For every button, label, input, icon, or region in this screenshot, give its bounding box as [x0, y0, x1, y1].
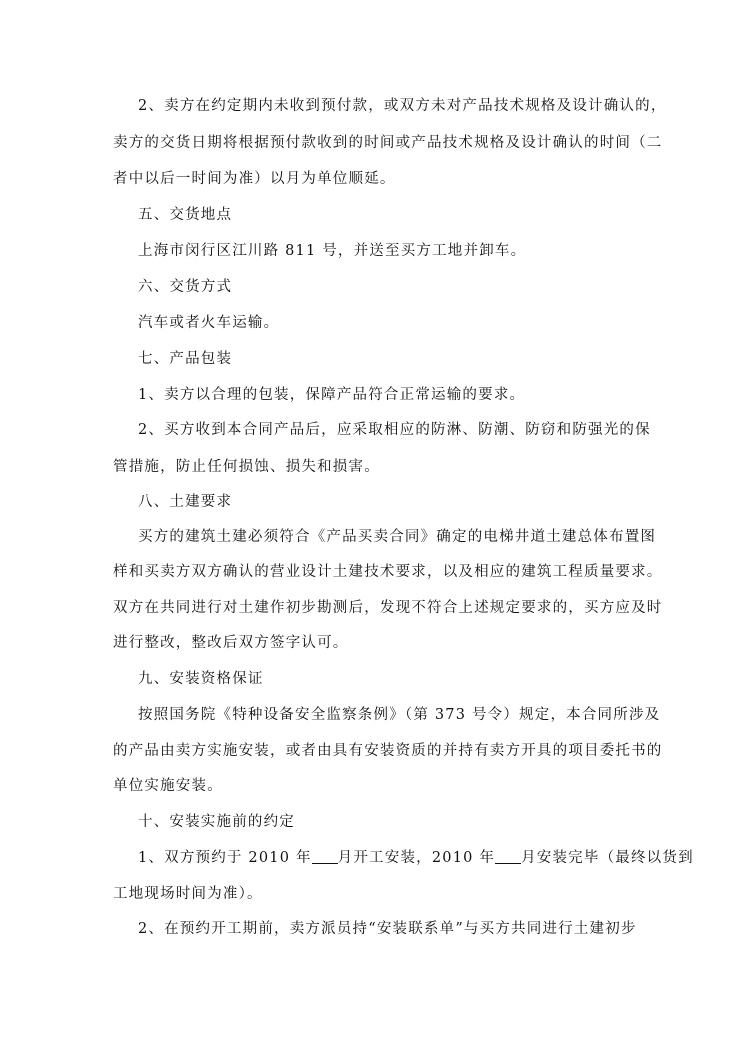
paragraph-line: 双方在共同进行对土建作初步勘测后，发现不符合上述规定要求的，买方应及时 [113, 600, 663, 616]
paragraph-line: 样和买卖方双方确认的营业设计土建技术要求，以及相应的建筑工程质量要求。 [113, 564, 663, 580]
paragraph-line: 2、买方收到本合同产品后，应采取相应的防淋、防潮、防窃和防强光的保 [138, 422, 651, 438]
paragraph-line: 者中以后一时间为准）以月为单位顺延。 [113, 171, 396, 187]
section-heading: 六、交货方式 [138, 279, 233, 295]
paragraph-line: 单位实施安装。 [113, 778, 223, 794]
section-heading: 七、产品包装 [138, 351, 233, 367]
section-heading: 九、安装资格保证 [138, 671, 264, 687]
start-month-blank [312, 849, 338, 864]
paragraph-line: 的产品由卖方实施安装，或者由具有安装资质的并持有卖方开具的项目委托书的 [113, 743, 663, 759]
paragraph-line: 2、卖方在约定期内未收到预付款，或双方未对产品技术规格及设计确认的， [138, 98, 667, 114]
paragraph-line: 卖方的交货日期将根据预付款收到的时间或产品技术规格及设计确认的时间（二 [113, 135, 663, 151]
install-schedule-line [138, 848, 694, 868]
section-heading: 八、土建要求 [138, 494, 233, 510]
install-text-part3: 月安装完毕（最终以货到 [521, 850, 694, 866]
paragraph-line: 1、卖方以合理的包装，保障产品符合正常运输的要求。 [138, 387, 526, 403]
paragraph-line: 买方的建筑土建必须符合《产品买卖合同》确定的电梯井道土建总体布置图 [138, 529, 657, 545]
paragraph-line: 管措施，防止任何损蚀、损失和损害。 [113, 459, 380, 475]
paragraph-line: 进行整改，整改后双方签字认可。 [113, 635, 349, 651]
paragraph-line: 工地现场时间为准）。 [113, 886, 263, 902]
install-text-part1: 1、双方预约于 2010 年 [138, 850, 312, 866]
paragraph-line: 2、在预约开工期前，卖方派员持“安装联系单”与买方共同进行土建初步 [138, 921, 637, 937]
paragraph-line: 汽车或者火车运输。 [138, 315, 280, 331]
section-heading: 五、交货地点 [138, 207, 233, 223]
install-text-part2: 月开工安装，2010 年 [337, 850, 496, 866]
section-heading: 十、安装实施前的约定 [138, 814, 295, 830]
finish-month-blank [495, 849, 521, 864]
paragraph-line: 按照国务院《特种设备安全监察条例》（第 373 号令）规定，本合同所涉及 [138, 707, 661, 723]
paragraph-line: 上海市闵行区江川路 811 号，并送至买方工地并卸车。 [138, 243, 527, 259]
